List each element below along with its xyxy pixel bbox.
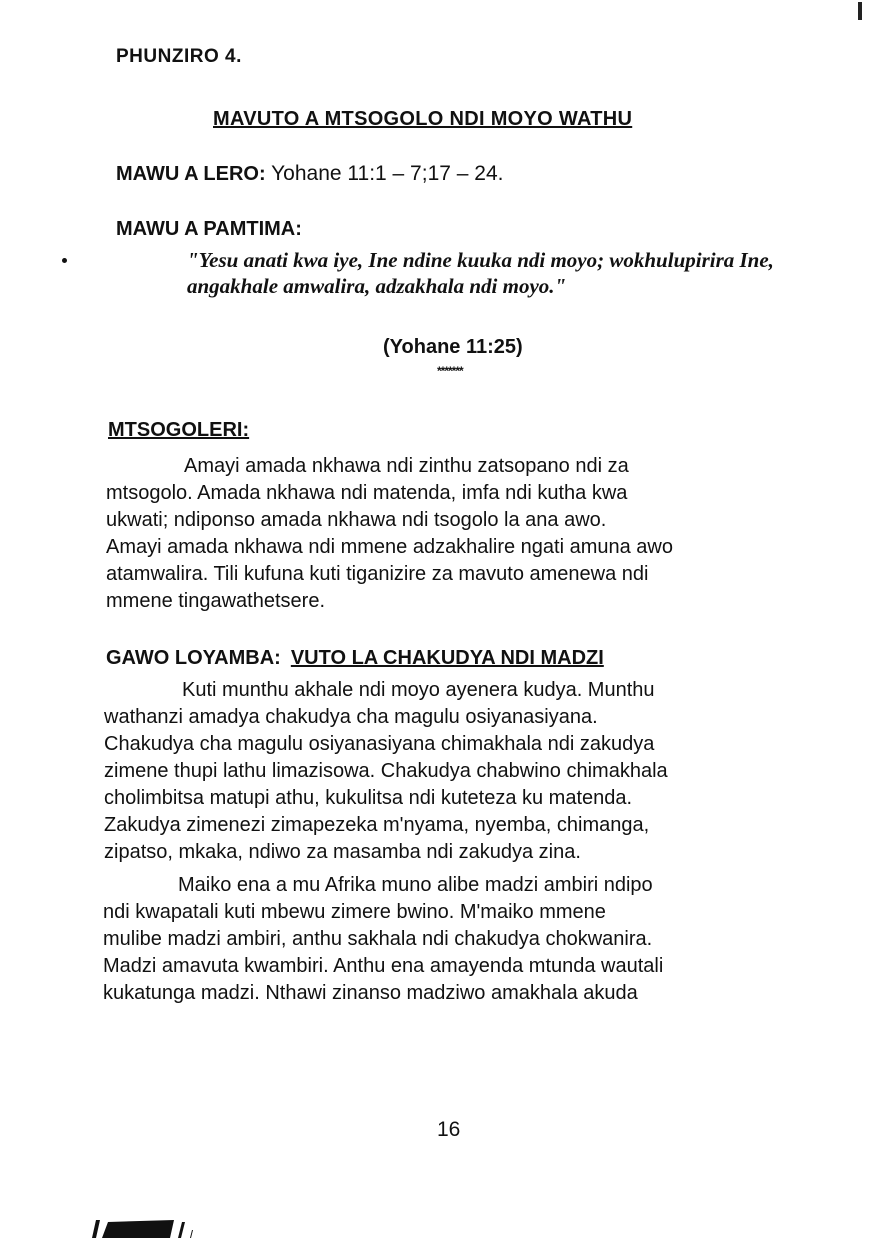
intro-line: mtsogolo. Amada nkhawa ndi matenda, imfa ndi kutha kwa — [106, 482, 628, 504]
part1-line: Madzi amavuta kwambiri. Anthu ena amayenda mtunda wautali — [103, 955, 664, 977]
part1-line: Chakudya cha magulu osiyanasiyana chimakhala ndi zakudya — [104, 733, 655, 755]
part1-heading: GAWO LOYAMBA: — [106, 647, 281, 669]
part1-line: zipatso, mkaka, ndiwo za masamba ndi zakudya zina. — [104, 841, 581, 863]
intro-line: Amayi amada nkhawa ndi zinthu zatsopano ndi za — [184, 455, 629, 477]
part1-line: Maiko ena a mu Afrika muno alibe madzi ambiri ndipo — [178, 874, 653, 896]
lesson-label: PHUNZIRO 4. — [116, 46, 242, 67]
part1-line: ndi kwapatali kuti mbewu zimere bwino. M'maiko mmene — [103, 901, 606, 923]
part1-line: Kuti munthu akhale ndi moyo ayenera kudya. Munthu — [182, 679, 655, 701]
part1-heading-line — [106, 647, 604, 670]
part1-line: wathanzi amadya chakudya cha magulu osiyanasiyana. — [104, 706, 598, 728]
intro-heading: MTSOGOLERI: — [108, 419, 250, 441]
memory-verse-reference: (Yohane 11:25) — [383, 336, 523, 358]
corner-scan-mark — [858, 2, 862, 20]
intro-line: ukwati; ndiponso amada nkhawa ndi tsogolo la ana awo. — [106, 509, 607, 531]
part1-subheading: VUTO LA CHAKUDYA NDI MADZI — [290, 647, 604, 669]
part1-line: mulibe madzi ambiri, anthu sakhala ndi chakudya chokwanira. — [103, 928, 653, 950]
memory-verse-label: MAWU A PAMTIMA: — [116, 218, 302, 240]
reading-label: MAWU A LERO: — [116, 163, 266, 185]
memory-verse-text: "Yesu anati kwa iye, Ine ndine kuuka ndi moyo; wokhulupirira Ine, angakhale amwalira, adzakhala ndi moyo." — [187, 248, 774, 298]
scan-smudge-mark — [88, 1218, 198, 1238]
bullet-mark — [62, 258, 67, 263]
section-separator: ******* — [437, 364, 463, 378]
part1-line: kukatunga madzi. Nthawi zinanso madziwo amakhala akuda — [103, 982, 638, 1004]
intro-line: atamwalira. Tili kufuna kuti tiganizire za mavuto amenewa ndi — [106, 563, 649, 585]
reading-reference: Yohane 11:1 – 7;17 – 24. — [271, 162, 504, 185]
part1-line: zimene thupi lathu limazisowa. Chakudya chabwino chimakhala — [104, 760, 668, 782]
intro-line: mmene tingawathetsere. — [106, 590, 326, 612]
page-number: 16 — [437, 1118, 461, 1141]
reading-line — [116, 162, 503, 186]
part1-line: Zakudya zimenezi zimapezeka m'nyama, nyemba, chimanga, — [104, 814, 650, 836]
part1-line: cholimbitsa matupi athu, kukulitsa ndi kuteteza ku matenda. — [104, 787, 633, 809]
lesson-title: MAVUTO A MTSOGOLO NDI MOYO WATHU — [213, 108, 633, 130]
intro-line: Amayi amada nkhawa ndi mmene adzakhalire ngati amuna awo — [106, 536, 673, 558]
